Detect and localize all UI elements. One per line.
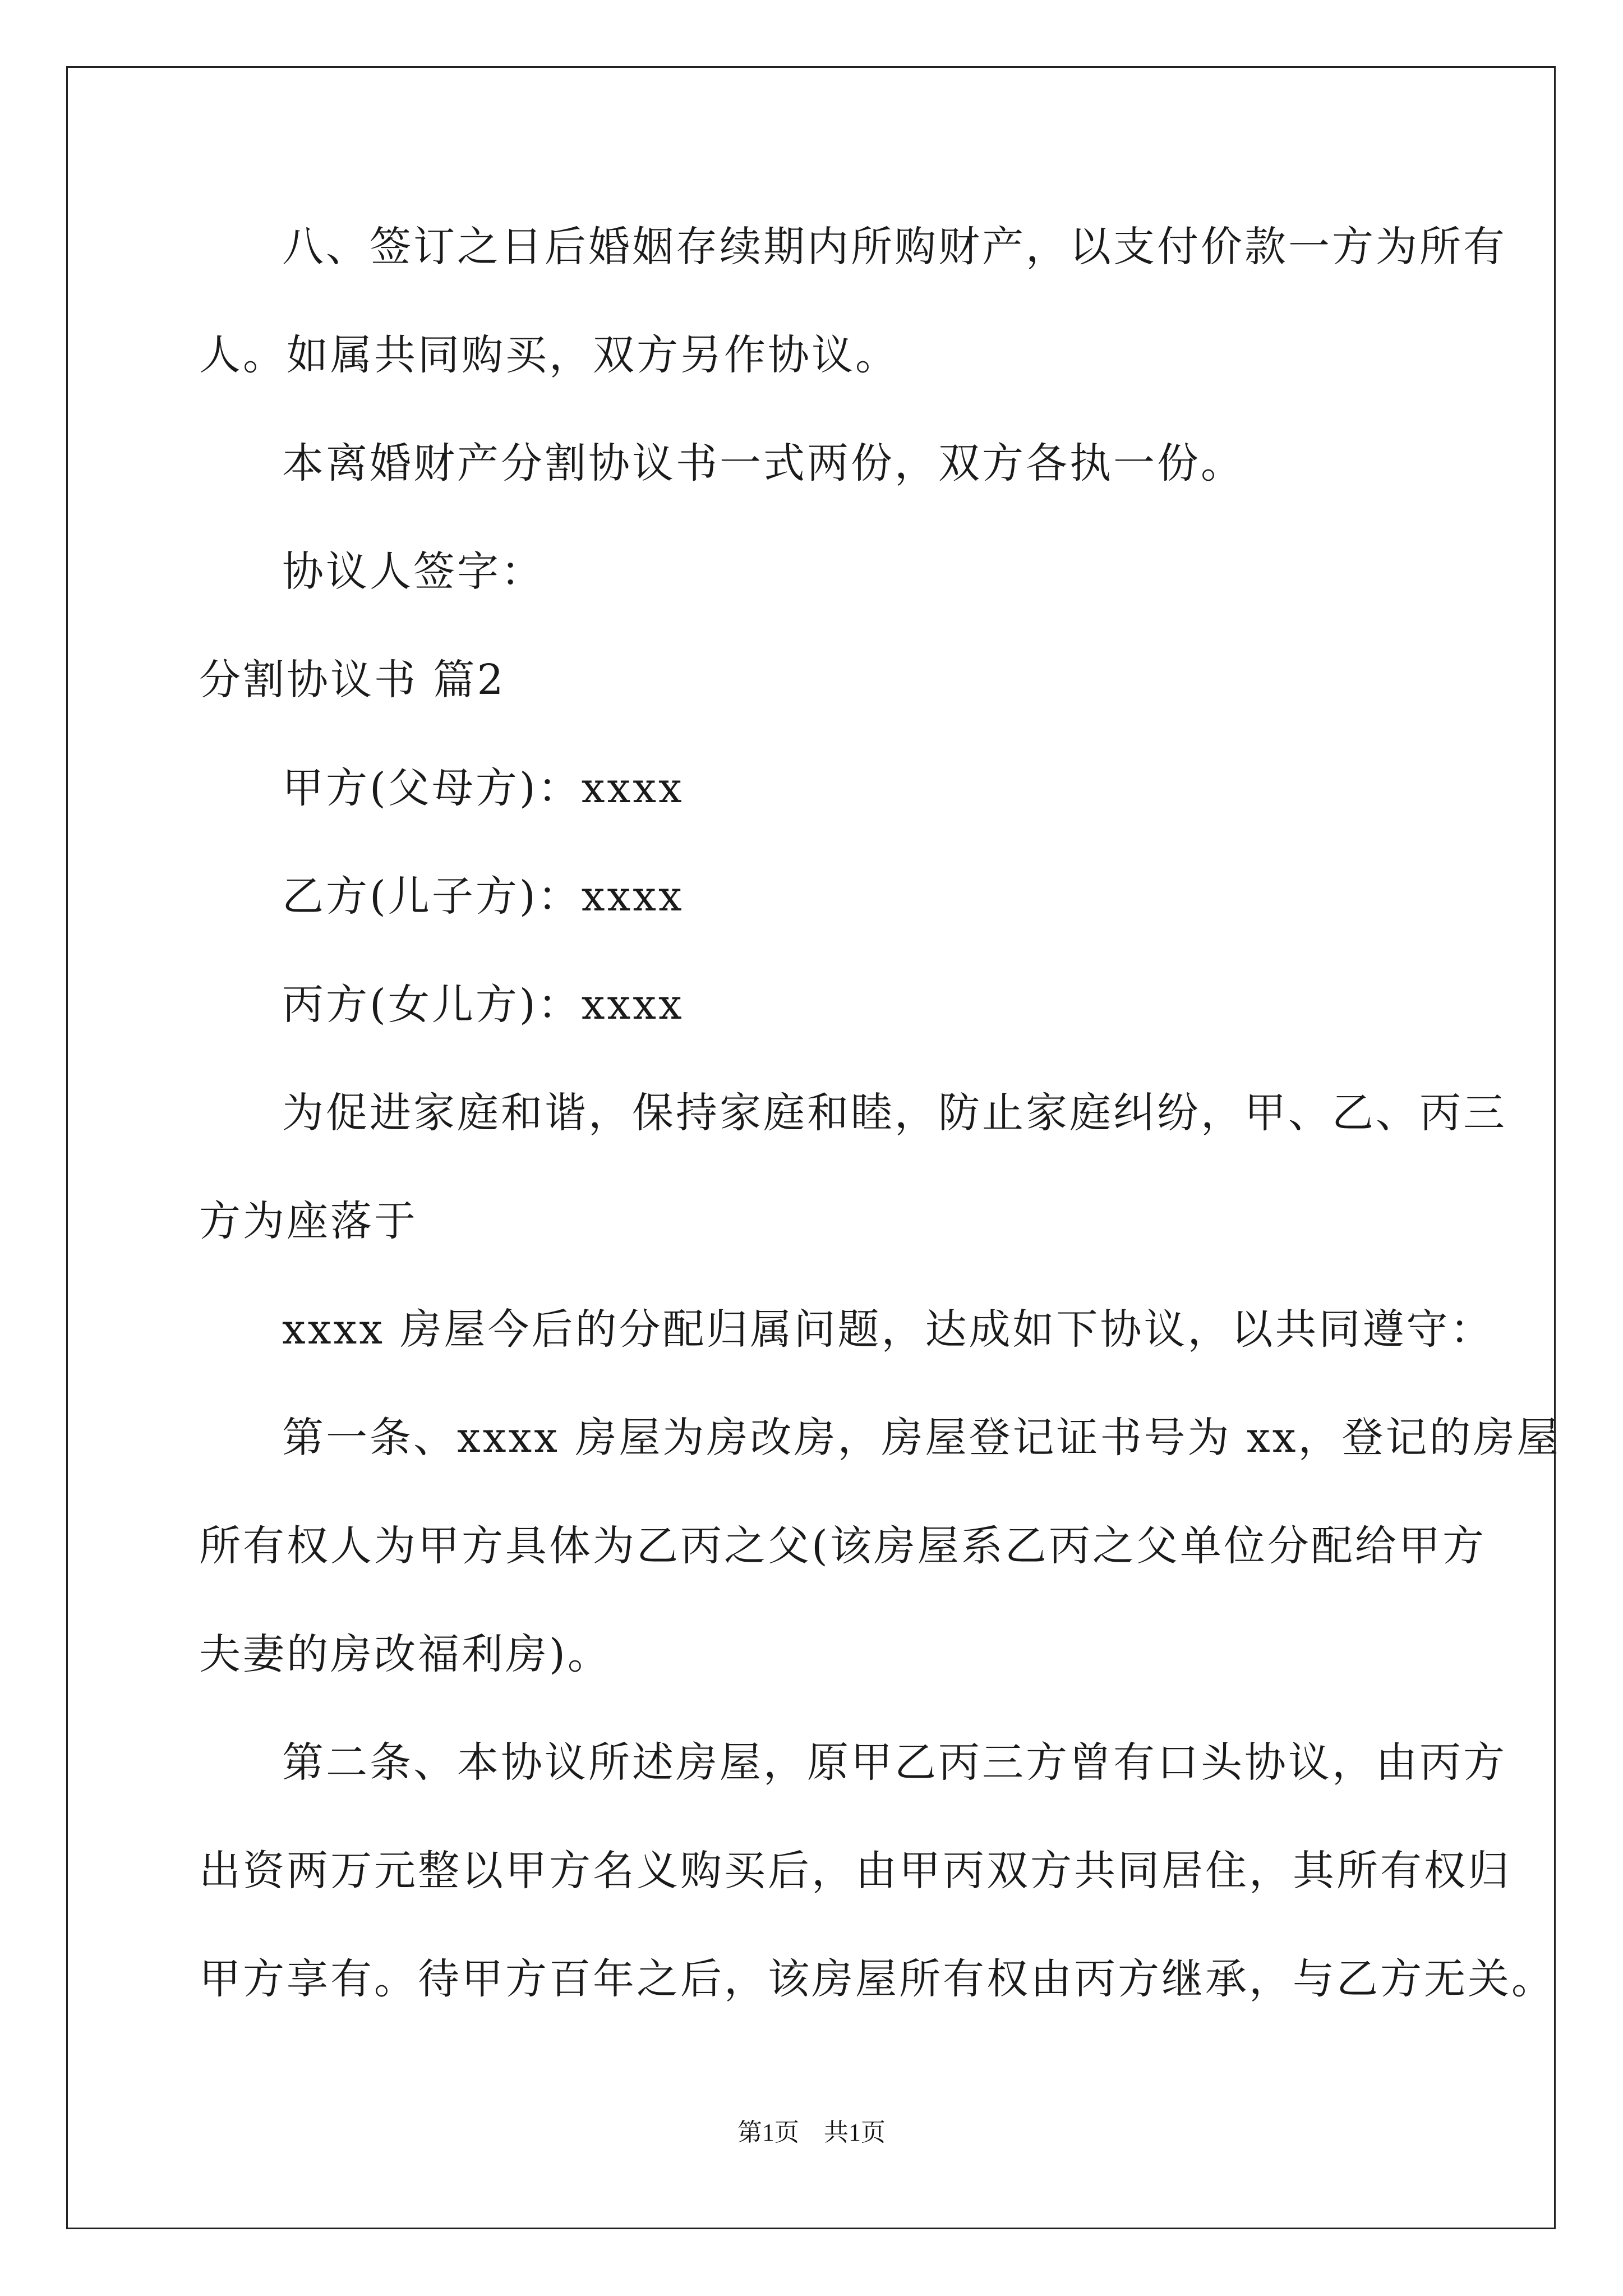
paragraph-1-line-1: 八、签订之日后婚姻存续期内所购财产，以支付价款一方为所有: [282, 223, 1507, 271]
article-2-line-1: 第二条、本协议所述房屋，原甲乙丙三方曾有口头协议，由丙方: [282, 1738, 1507, 1787]
section-heading: 分割协议书 篇2: [199, 656, 506, 704]
article-1-line-2: 所有权人为甲方具体为乙丙之父(该房屋系乙丙之父单位分配给甲方: [199, 1522, 1486, 1570]
preamble-continued: xxxx 房屋今后的分配归属问题，达成如下协议，以共同遵守：: [282, 1305, 1494, 1354]
party-c: 丙方(女儿方)：xxxx: [282, 981, 684, 1029]
article-2-line-3: 甲方享有。待甲方百年之后，该房屋所有权由丙方继承，与乙方无关。: [199, 1955, 1555, 2003]
party-a: 甲方(父母方)：xxxx: [282, 764, 684, 812]
preamble-line-2: 方为座落于: [199, 1197, 418, 1245]
page-border: [66, 66, 1556, 2229]
page-number-footer: 第1页 共1页: [737, 2119, 886, 2146]
paragraph-2: 本离婚财产分割协议书一式两份，双方各执一份。: [282, 439, 1244, 487]
article-1-line-1: 第一条、xxxx 房屋为房改房，房屋登记证书号为 xx，登记的房屋: [282, 1414, 1561, 1462]
paragraph-1-line-2: 人。如属共同购买，双方另作协议。: [199, 331, 899, 379]
preamble-line-1: 为促进家庭和谐，保持家庭和睦，防止家庭纠纷，甲、乙、丙三: [282, 1089, 1507, 1137]
party-b: 乙方(儿子方)：xxxx: [282, 872, 684, 921]
article-1-line-3: 夫妻的房改福利房)。: [199, 1630, 611, 1678]
article-2-line-2: 出资两万元整以甲方名义购买后，由甲丙双方共同居住，其所有权归: [199, 1847, 1511, 1895]
signature-label: 协议人签字：: [282, 547, 545, 596]
